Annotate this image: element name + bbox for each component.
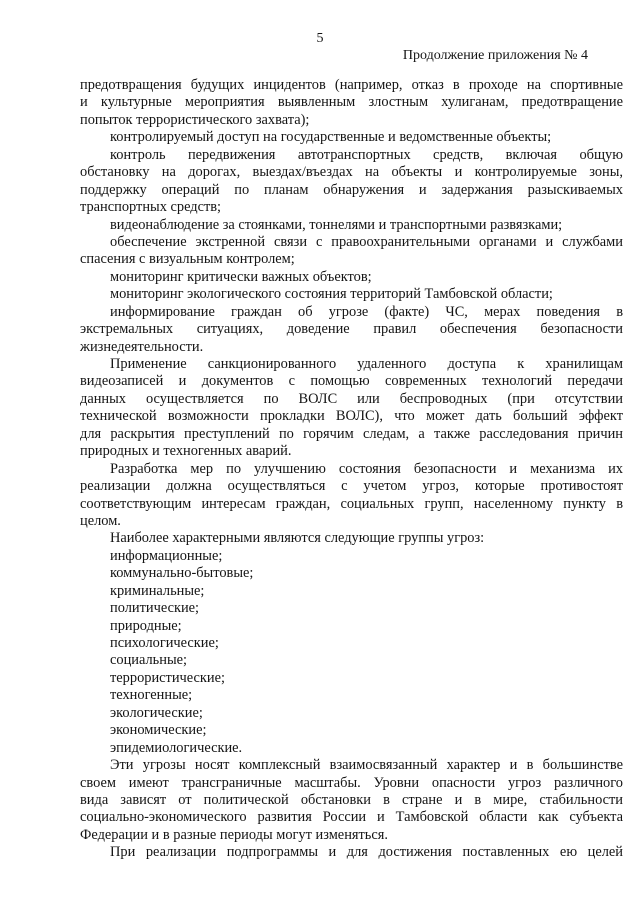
text-line: технической возможности прокладки ВОЛС), что может дать больший эффект — [80, 408, 623, 425]
text-line: целом. — [80, 512, 121, 529]
text-line: для раскрытия преступлений по горячим следам, а также расследования причин — [80, 425, 623, 442]
page-number: 5 — [316, 31, 324, 46]
text-line: Федерации и в разные периоды могут изменяться. — [80, 826, 388, 843]
text-line: При реализации подпрограммы и для достижения поставленных ею целей — [110, 844, 623, 861]
text-line: видеозаписей и документов с помощью современных технологий передачи — [80, 373, 623, 390]
text-line: экономические; — [110, 722, 207, 739]
text-line: видеонаблюдение за стоянками, тоннелями и транспортными развязками; — [110, 216, 563, 233]
text-line: Эти угрозы носят комплексный взаимосвязанный характер и в большинстве — [110, 757, 623, 774]
text-line: экологические; — [110, 704, 203, 721]
text-line: Разработка мер по улучшению состояния безопасности и механизма их — [110, 460, 623, 477]
text-line: жизнедеятельности. — [80, 338, 204, 355]
text-line: контролируемый доступ на государственные и ведомственные объекты; — [110, 129, 552, 146]
text-line: своем имеют трансграничные масштабы. Уровни опасности угроз различного — [80, 774, 623, 791]
text-line: коммунально-бытовые; — [110, 565, 254, 582]
text-line: террористические; — [110, 669, 225, 686]
text-line: экстремальных ситуациях, доведение правил обеспечения безопасности — [80, 321, 623, 338]
text-line: предотвращения будущих инцидентов (например, отказ в проходе на спортивные — [80, 77, 623, 93]
text-line: соответствующим интересам граждан, социальных групп, населенному пункту в — [80, 495, 623, 512]
text-line: транспортных средств; — [80, 199, 222, 216]
text-line: данных осуществляется по ВОЛС или беспроводных (при отсутствии — [80, 390, 623, 407]
text-line: обеспечение экстренной связи с правоохранительными органами и службами — [110, 233, 623, 250]
text-line: природные; — [110, 617, 182, 634]
text-line: Применение санкционированного удаленного доступа к хранилищам — [110, 356, 623, 372]
text-line: психологические; — [110, 635, 219, 651]
text-line: спасения с визуальным контролем; — [80, 251, 295, 268]
text-line: информирование граждан об угрозе (факте) ЧС, мерах поведения в — [110, 303, 623, 320]
text-line: мониторинг экологического состояния территорий Тамбовской области; — [110, 286, 553, 303]
text-line: вида зависят от политической обстановки в стране и в мире, стабильности — [80, 791, 623, 808]
text-line: информационные; — [110, 547, 223, 564]
text-line: и культурные мероприятия выявленным злостным хулиганам, предотвращение — [80, 94, 623, 111]
text-line: попыток террористического захвата); — [80, 111, 310, 128]
text-line: криминальные; — [110, 582, 205, 599]
text-line: обстановку на дорогах, выездах/въездах на объекты и контролируемые зоны, — [80, 164, 623, 181]
text-line: Наиболее характерными являются следующие группы угроз: — [110, 530, 485, 547]
text-line: реализации должна осуществляться с учетом угроз, которые противостоят — [80, 478, 623, 495]
text-line: политические; — [110, 600, 200, 617]
text-line: контроль передвижения автотранспортных средств, включая общую — [110, 146, 623, 163]
appendix-continuation-note: Продолжение приложения № 4 — [402, 48, 588, 63]
text-line: поддержку операций по планам обнаружения и задержания разыскиваемых — [80, 181, 623, 198]
text-line: техногенные; — [110, 687, 193, 704]
text-line: мониторинг критически важных объектов; — [110, 268, 372, 285]
document-body — [80, 77, 623, 862]
text-line: социально-экономического развития России и Тамбовской области как субъекта — [80, 809, 623, 826]
text-line: социальные; — [110, 652, 187, 669]
text-line: природных и техногенных аварий. — [80, 443, 292, 460]
text-line: эпидемиологические. — [110, 739, 243, 756]
